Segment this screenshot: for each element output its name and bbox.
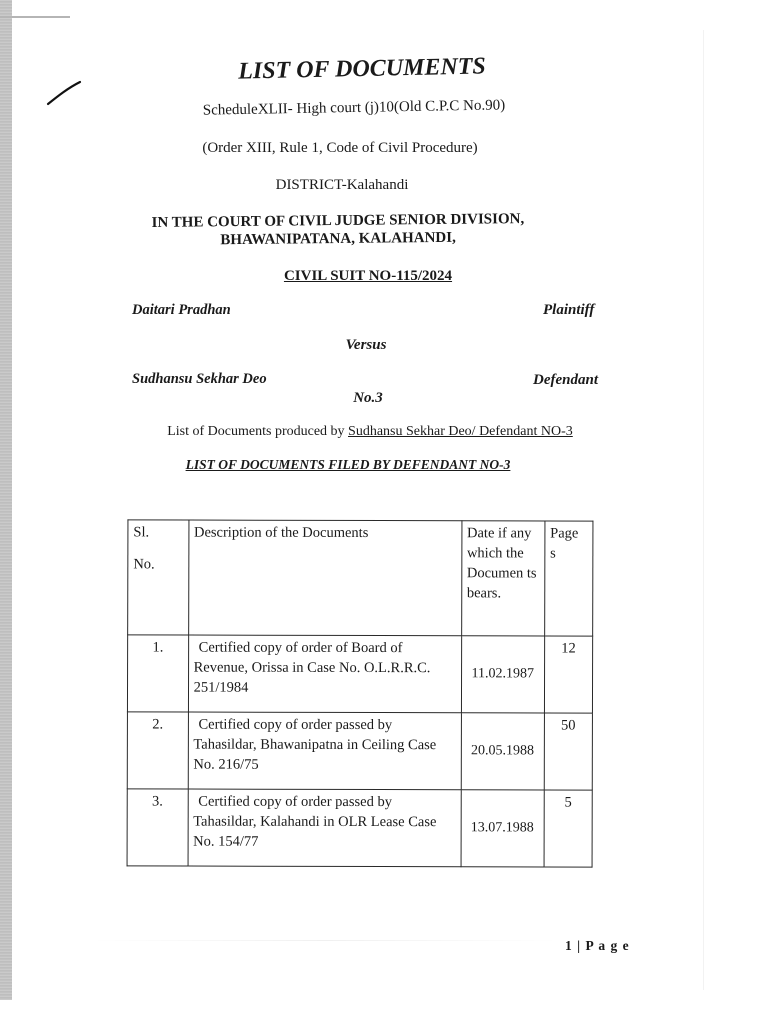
defendant-label: Defendant	[533, 372, 598, 388]
header-sl-bottom: No.	[133, 556, 155, 573]
table-row	[127, 635, 592, 713]
defendant-number: No.3	[353, 390, 383, 406]
row-description: Certified copy of order passed by Tahasildar, Bhawanipatna in Ceiling Case No. 216/75	[188, 712, 461, 790]
district-line: DISTRICT-Kalahandi	[275, 177, 409, 193]
defendant-name: Sudhansu Sekhar Deo	[132, 371, 267, 387]
order-line: (Order XIII, Rule 1, Code of Civil Procedure)	[202, 140, 478, 156]
suit-number: CIVIL SUIT NO-115/2024	[283, 268, 453, 284]
page-shadow	[703, 30, 704, 990]
document-title: LIST OF DOCUMENTS	[237, 53, 487, 85]
row-sl: 3.	[127, 789, 188, 866]
table-row	[127, 712, 592, 790]
scan-top-edge	[0, 16, 70, 18]
row-date: 13.07.1988	[461, 790, 544, 867]
header-description: Description of the Documents	[188, 520, 461, 636]
row-pages: 50	[544, 713, 592, 790]
documents-table	[127, 519, 594, 867]
row-pages: 12	[544, 636, 592, 713]
page-footer: 1 | P a g e	[565, 938, 630, 953]
schedule-line: ScheduleXLII- High court (j)10(Old C.P.C No.90)	[202, 97, 506, 119]
produced-by-line	[0, 424, 754, 440]
court-line-1: IN THE COURT OF CIVIL JUDGE SENIOR DIVISION,	[151, 211, 525, 231]
row-date: 11.02.1987	[461, 636, 544, 713]
footer-divider	[90, 940, 560, 941]
row-description: Certified copy of order of Board of Revenue, Orissa in Case No. O.L.R.R.C. 251/1984	[188, 635, 461, 713]
plaintiff-name: Daitari Pradhan	[132, 302, 231, 318]
table-header-row	[128, 520, 593, 636]
header-pages: Page s	[544, 521, 593, 636]
row-pages: 5	[544, 790, 592, 867]
header-sl-top: Sl.	[133, 524, 150, 541]
produced-by-party: Sudhansu Sekhar Deo/ Defendant NO-3	[348, 424, 573, 439]
header-date: Date if any which the Documen ts bears.	[461, 521, 544, 636]
row-sl: 1.	[127, 635, 188, 712]
filed-heading: LIST OF DOCUMENTS FILED BY DEFENDANT NO-3	[185, 457, 511, 472]
row-description: Certified copy of order passed by Tahasildar, Kalahandi in OLR Lease Case No. 154/77	[188, 789, 461, 867]
header-sl-no	[128, 520, 189, 635]
court-heading	[0, 208, 722, 252]
row-sl: 2.	[127, 712, 188, 789]
row-date: 20.05.1988	[461, 713, 544, 790]
table-row	[127, 789, 592, 867]
produced-prefix: List of Documents produced by	[167, 424, 345, 439]
plaintiff-label: Plaintiff	[543, 302, 595, 318]
court-line-2: BHAWANIPATANA, KALAHANDI,	[220, 229, 456, 249]
versus-label: Versus	[345, 337, 387, 353]
